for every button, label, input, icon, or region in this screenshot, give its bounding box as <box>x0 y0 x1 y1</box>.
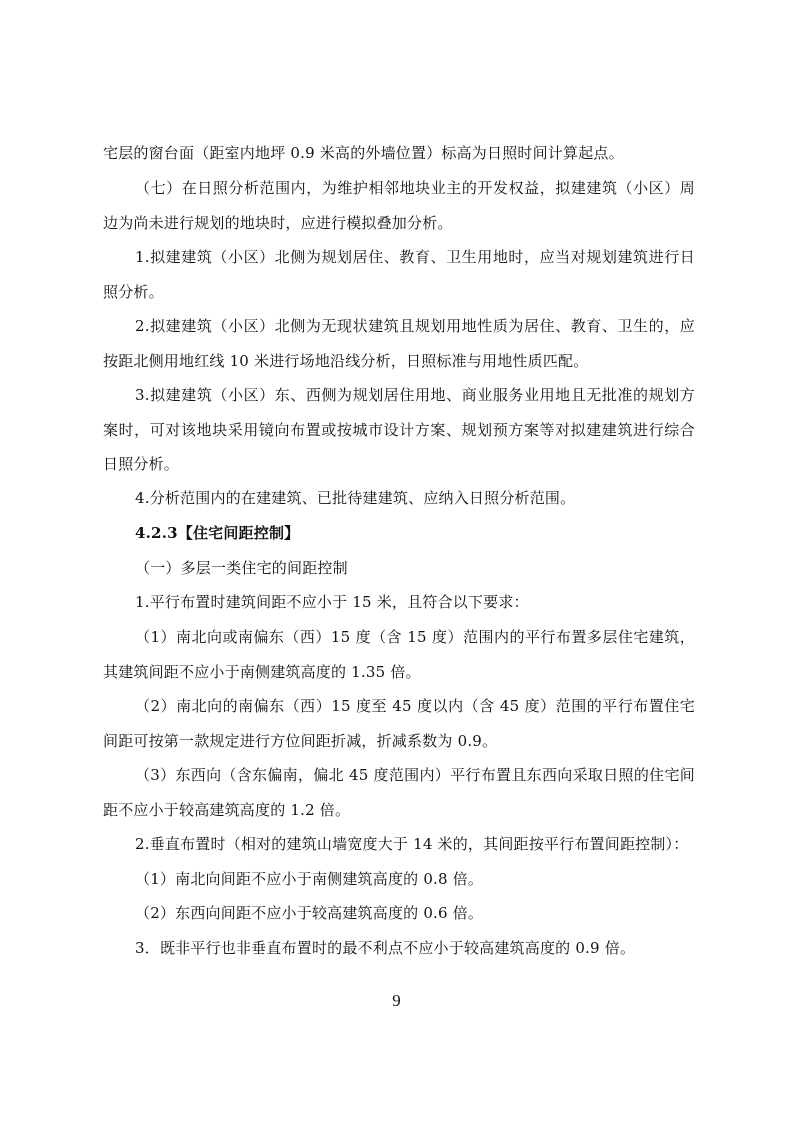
paragraph-item-3: 3.拟建建筑（小区）东、西侧为规划居住用地、商业服务业用地且无批准的规划方案时，可对该地块采用镜向布置或按城市设计方案、规划预方案等对拟建建筑进行综合日照分析。 <box>103 386 695 473</box>
paragraph-vertical-sub-1: （1）南北向间距不应小于南侧建筑高度的 0.8 倍。 <box>135 870 484 888</box>
page-number: 9 <box>392 991 401 1010</box>
paragraph-parallel-layout: 1.平行布置时建筑间距不应小于 15 米，且符合以下要求： <box>135 593 529 611</box>
subsection-title-multistory: （一）多层一类住宅的间距控制 <box>135 559 348 577</box>
paragraph-continuation-sunlight-start: 宅层的窗台面（距室内地坪 0.9 米高的外墙位置）标高为日照时间计算起点。 <box>103 144 624 162</box>
paragraph-parallel-sub-1: （1）南北向或南偏东（西）15 度（含 15 度）范围内的平行布置多层住宅建筑，其建筑间距不应小于南侧建筑高度的 1.35 倍。 <box>103 628 695 681</box>
paragraph-parallel-sub-3: （3）东西向（含东偏南，偏北 45 度范围内）平行布置且东西向采取日照的住宅间距不应小于较高建筑高度的 1.2 倍。 <box>103 766 695 819</box>
paragraph-item-2: 2.拟建建筑（小区）北侧为无现状建筑且规划用地性质为居住、教育、卫生的，应按距北侧用地红线 10 米进行场地沿线分析，日照标准与用地性质匹配。 <box>103 317 695 370</box>
paragraph-item-4: 4.分析范围内的在建建筑、已批待建建筑、应纳入日照分析范围。 <box>135 489 576 507</box>
paragraph-section-7: （七）在日照分析范围内，为维护相邻地块业主的开发权益，拟建建筑（小区）周边为尚未进行规划的地块时，应进行模拟叠加分析。 <box>103 179 695 232</box>
section-heading-4-2-3: 4.2.3【住宅间距控制】 <box>135 524 300 542</box>
paragraph-parallel-sub-2: （2）南北向的南偏东（西）15 度至 45 度以内（含 45 度）范围的平行布置住宅间距可按第一款规定进行方位间距折减，折减系数为 0.9。 <box>103 697 695 750</box>
paragraph-vertical-sub-2: （2）东西向间距不应小于较高建筑高度的 0.6 倍。 <box>135 904 484 922</box>
paragraph-item-1: 1.拟建建筑（小区）北侧为规划居住、教育、卫生用地时，应当对规划建筑进行日照分析。 <box>103 248 695 301</box>
paragraph-vertical-layout: 2.垂直布置时（相对的建筑山墙宽度大于 14 米的，其间距按平行布置间距控制）： <box>135 835 689 853</box>
paragraph-oblique-layout: 3．既非平行也非垂直布置时的最不利点不应小于较高建筑高度的 0.9 倍。 <box>135 939 636 957</box>
